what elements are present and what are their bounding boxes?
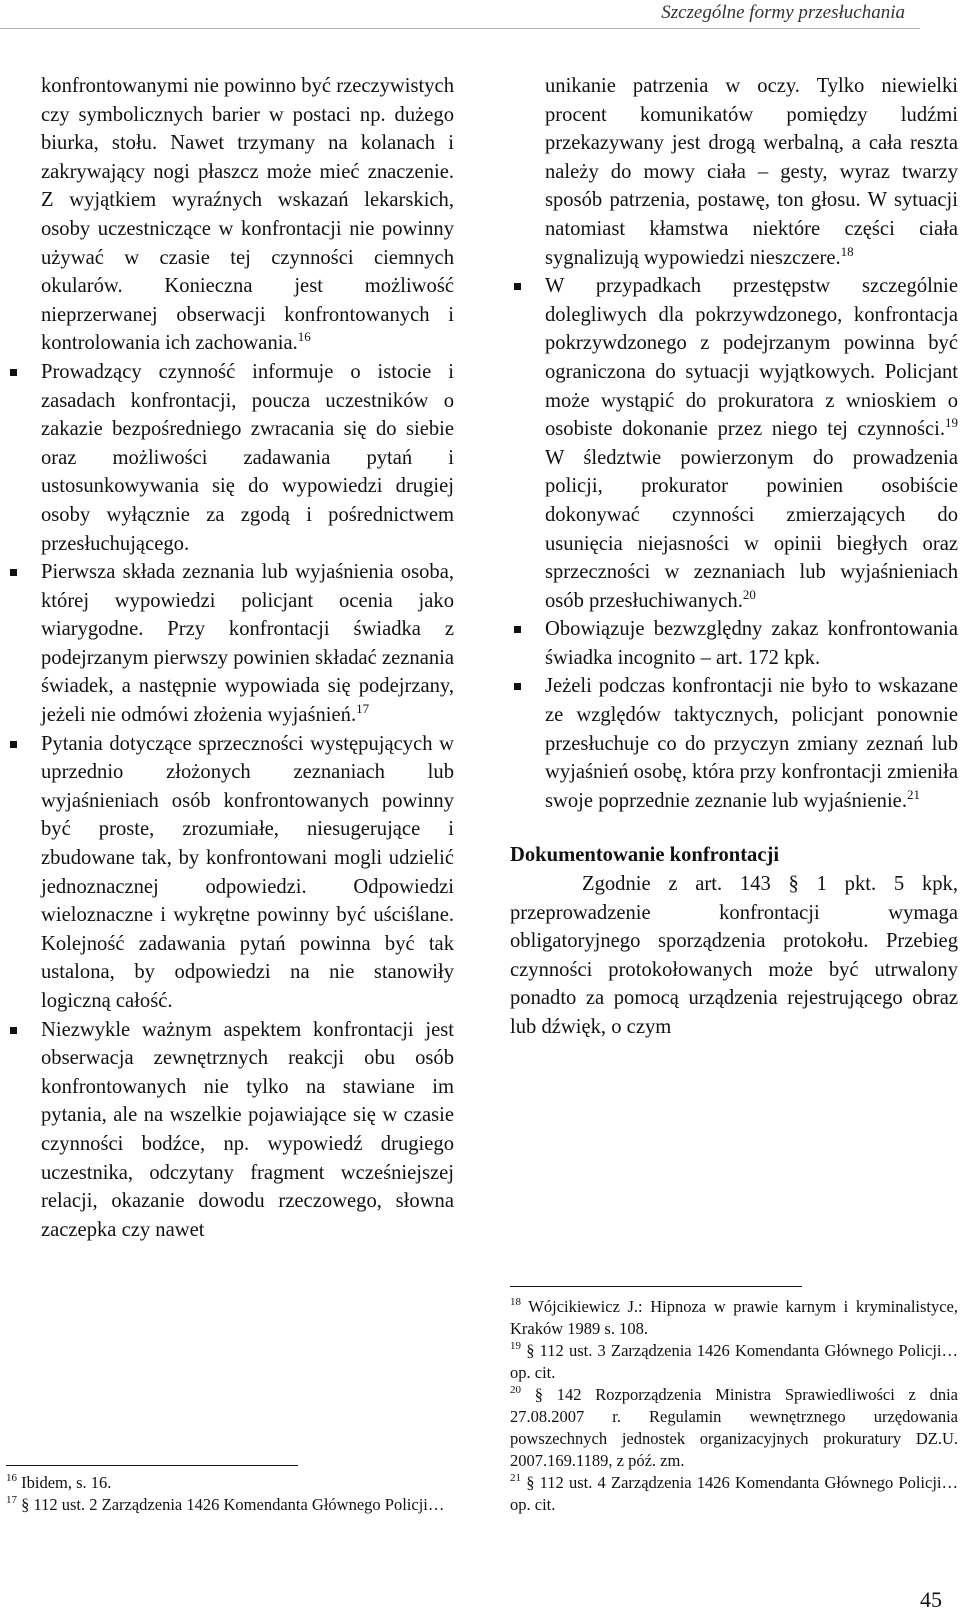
footnote-item: [6, 1494, 454, 1516]
footnote-number: 19: [510, 1340, 521, 1352]
footnote-rule: [510, 1286, 802, 1287]
right-footnotes: [510, 1296, 958, 1516]
bullet-text: W przypadkach przestępstw szczególnie dolegliwych dla pokrzywdzonego, konfrontacja pokrzywdzonego z podejrzanym powinna być ograniczona do sytuacji wyjątkowych. Policjant może wystąpić do prokuratora z wnioskiem o osobiste dokonanie przez niego tej czynności.: [545, 275, 958, 441]
intro-text: konfrontowanymi nie powinno być rzeczywistych czy symbolicznych barier w postaci np. dużego biurka, stołu. Nawet trzymany na kolanach i zakrywający nogi płaszcz może mieć znaczenie. Z wyjątkiem wyraźnych wskazań lekarskich, osoby uczestniczące w konfrontacji nie powinny używać w czasie tej czynności ciemnych okularów. Konieczna jest możliwość nieprzerwanej obserwacji konfrontowanych i kontrolowania ich zachowania.: [41, 75, 454, 355]
page-number: 45: [920, 1587, 942, 1612]
continued-paragraph: [545, 72, 958, 272]
footnote-text: Ibidem, s. 16.: [21, 1473, 112, 1492]
bullet-text: Pytania dotyczące sprzeczności występujących w uprzednio złożonych zeznaniach lub wyjaśnieniach osób konfrontowanych powinny być proste, zrozumiałe, niesugerujące i zbudowane tak, by konfrontowani mogli udzielić jednoznacznej odpowiedzi. Odpowiedzi wieloznaczne i wykrętne powinny być uściślane. Kolejność zadawania pytań powinna być tak ustalona, by odpowiedzi na nie stanowiły logiczną całość.: [41, 732, 454, 1012]
footnote-item: [510, 1296, 958, 1340]
header-rule: [0, 28, 920, 29]
running-header: Szczególne formy przesłuchania: [661, 2, 905, 23]
footnote-text: § 112 ust. 3 Zarządzenia 1426 Komendanta Głównego Policji… op. cit.: [510, 1341, 959, 1382]
footnote-ref-19[interactable]: 19: [945, 415, 958, 431]
footnote-rule: [6, 1465, 298, 1466]
footnote-number: 16: [6, 1472, 17, 1484]
footnote-item: [6, 1472, 454, 1494]
footnote-item: [510, 1384, 958, 1472]
bullet-text: Prowadzący czynność informuje o istocie i zasadach konfrontacji, poucza uczestników o zakazie bezpośredniego zwracania się do siebie oraz możliwości zadawania pytań i ustosunkowywania się do wypowiedzi drugiej osoby wyłącznie za zgodą i pośrednictwem przesłuchującego.: [41, 360, 454, 555]
footnote-number: 21: [510, 1472, 521, 1484]
bullet-text: Obowiązuje bezwzględny zakaz konfrontowania świadka incognito – art. 172 kpk.: [545, 618, 958, 669]
bullet-item: [6, 1016, 454, 1245]
footnote-ref-17[interactable]: 17: [356, 701, 370, 717]
bullet-item: [510, 615, 958, 672]
section-title: Dokumentowanie konfrontacji: [510, 844, 780, 867]
footnote-number: 18: [510, 1296, 521, 1308]
footnote-item: [510, 1472, 958, 1516]
continued-text: unikanie patrzenia w oczy. Tylko niewielki procent komunikatów pomiędzy ludźmi przekazywany jest drogą werbalną, a cała reszta należy do mowy ciała – gesty, wyraz twarzy sposób patrzenia, postawę, ton głosu. W sytuacji natomiast kłamstwa niektóre części ciała sygnalizują wypowiedzi nieszczere.: [545, 75, 958, 269]
footnote-ref-21[interactable]: 21: [906, 786, 920, 802]
bullet-item: [6, 730, 454, 1016]
right-column: [510, 72, 958, 1042]
bullet-text-continued: W śledztwie powierzonym do prowadzenia policji, prokurator powinien osobiście dokonywać czynności zmierzających do usunięcia niejasności w opinii biegłych oraz sprzeczności w zeznaniach lub wyjaśnieniach osób przesłuchiwanych.: [545, 446, 958, 612]
bullet-text: Jeżeli podczas konfrontacji nie było to wskazane ze względów taktycznych, policjant ponownie przesłuchuje co do przyczyn zmiany zeznań lub wyjaśnień osobę, która przy konfrontacji zmieniła swoje poprzednie zeznanie lub wyjaśnienie.: [545, 675, 958, 812]
footnote-text: § 112 ust. 4 Zarządzenia 1426 Komendanta Głównego Policji… op. cit.: [510, 1473, 959, 1514]
footnote-text: § 142 Rozporządzenia Ministra Sprawiedliwości z dnia 27.08.2007 r. Regulamin wewnętrznego urzędowania powszechnych jednostek organizacyjnych prokuratury DZ.U. 2007.169.1189, z póź. zm.: [510, 1385, 959, 1470]
left-column: [6, 72, 454, 1244]
footnote-number: 20: [510, 1384, 521, 1396]
footnote-ref-20[interactable]: 20: [742, 586, 756, 602]
bullet-item: [6, 358, 454, 558]
bullet-item: [510, 272, 958, 615]
footnote-item: [510, 1340, 958, 1384]
intro-paragraph: [41, 72, 454, 358]
footnote-number: 17: [6, 1494, 17, 1506]
footnote-ref-18[interactable]: 18: [840, 243, 854, 259]
footnote-text: § 112 ust. 2 Zarządzenia 1426 Komendanta Głównego Policji…: [21, 1495, 445, 1514]
footnote-ref-16[interactable]: 16: [297, 329, 311, 345]
left-footnotes: [6, 1472, 454, 1516]
bullet-text: Pierwsza składa zeznania lub wyjaśnienia osoba, której wypowiedzi policjant ocenia jako wiarygodne. Przy konfrontacji świadka z podejrzanym pierwszy powinien składać zeznania świadek, a następnie wypowiada się podejrzany, jeżeli nie odmówi złożenia wyjaśnień.: [41, 561, 454, 727]
section-paragraph: Zgodnie z art. 143 § 1 pkt. 5 kpk, przeprowadzenie konfrontacji wymaga obligatoryjnego sporządzenia protokołu. Przebieg czynności protokołowanych może być utrwalony ponadto za pomocą urządzenia rejestrującego obraz lub dźwięk, o czym: [510, 873, 958, 1038]
bullet-item: [6, 558, 454, 730]
bullet-text: Niezwykle ważnym aspektem konfrontacji jest obserwacja zewnętrznych reakcji obu osób konfrontowanych nie tylko na stawiane im pytania, ale na wszelkie pojawiające się w czasie czynności bodźce, np. wypowiedź drugiego uczestnika, odczytany fragment wcześniejszej relacji, okazanie dowodu rzeczowego, słowna zaczepka czy nawet: [41, 1018, 454, 1241]
footnote-text: Wójcikiewicz J.: Hipnoza w prawie karnym i kryminalistyce, Kraków 1989 s. 108.: [510, 1297, 959, 1338]
bullet-item: [510, 672, 958, 815]
